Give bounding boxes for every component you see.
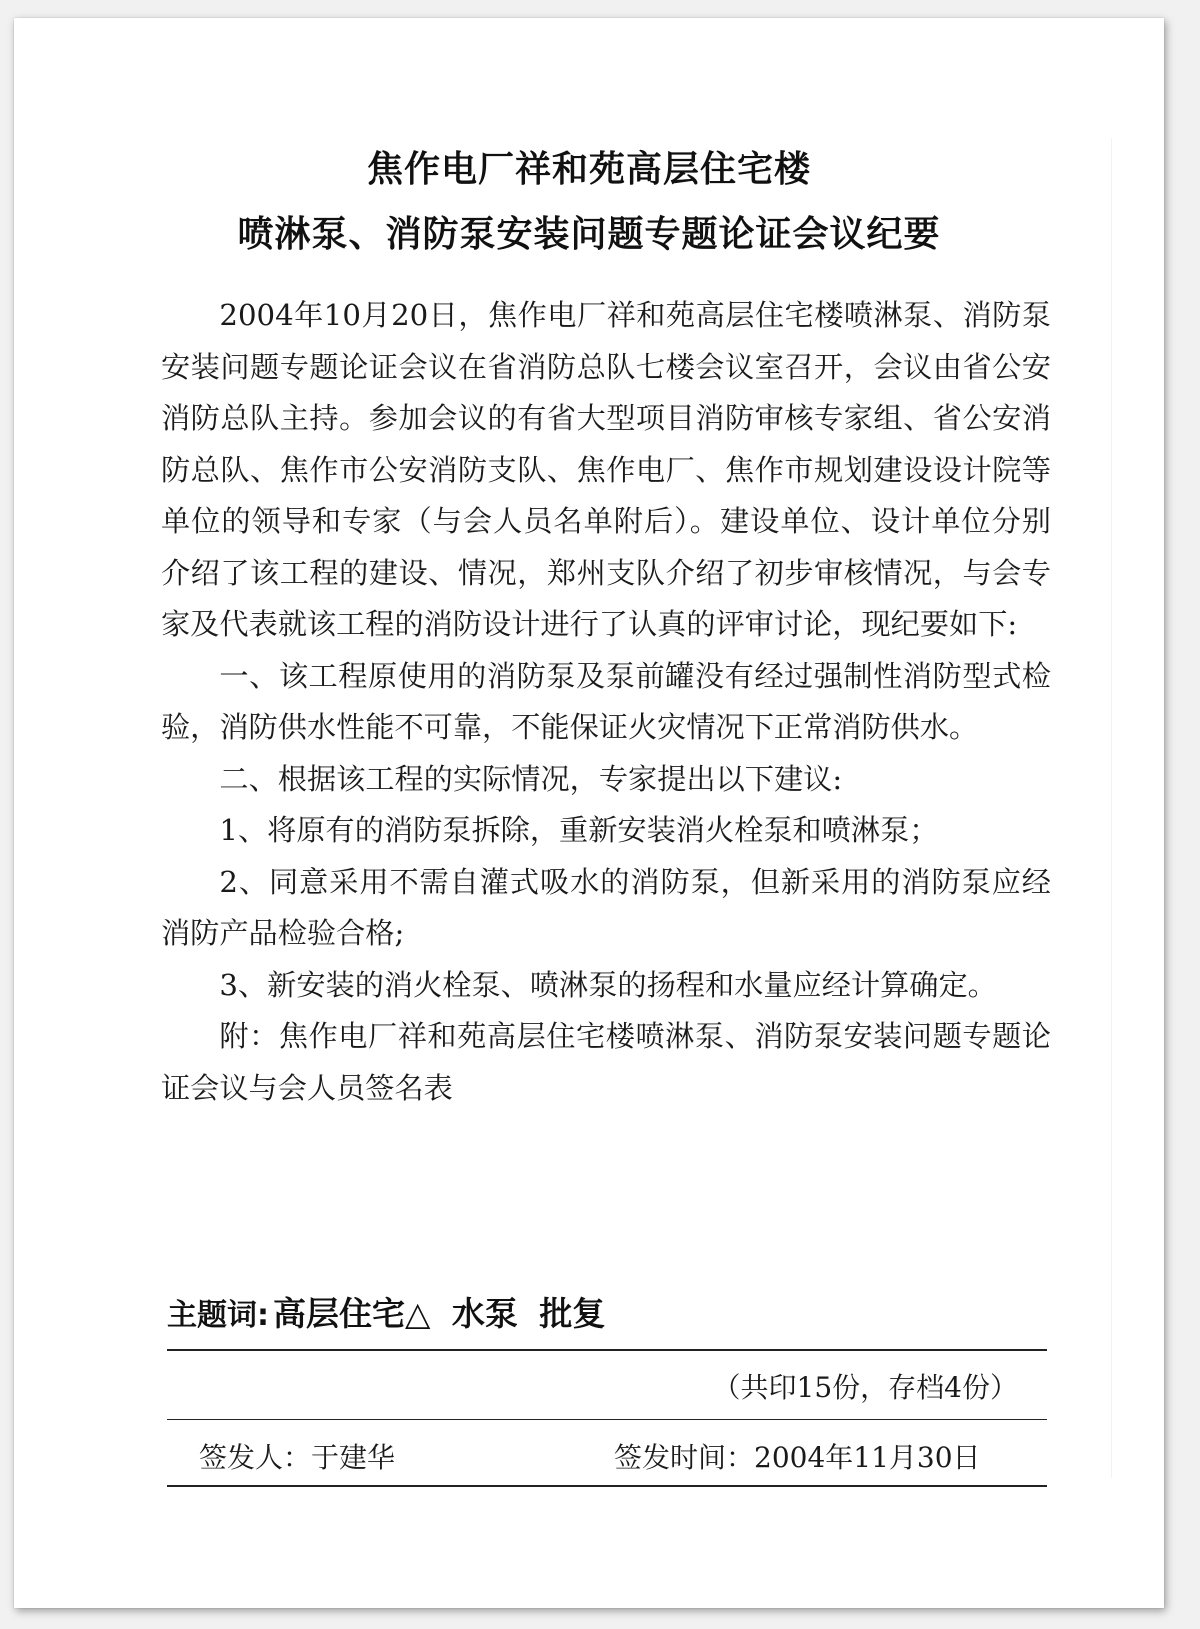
document-page [14, 18, 1164, 1608]
body-paragraph: 1、将原有的消防泵拆除，重新安装消火栓泵和喷淋泵； [219, 813, 939, 847]
subject-keywords [167, 1288, 605, 1335]
print-count: （共印15份，存档4份） [712, 1371, 1018, 1404]
attachment-note: 附：焦作电厂祥和苑高层住宅楼喷淋泵、消防泵安装问题专题论证会议与会人员签名表 [161, 1019, 1051, 1105]
divider-line [167, 1485, 1047, 1487]
signer: 签发人：于建华 [199, 1441, 396, 1474]
body-paragraph: 2、同意采用不需自灌式吸水的消防泵，但新采用的消防泵应经消防产品检验合格; [161, 864, 1051, 950]
keywords-value: 高层住宅△ 水泵 批复 [273, 1294, 606, 1333]
document-title-line-1: 焦作电厂祥和苑高层住宅楼 [366, 149, 811, 190]
issue-date: 签发时间：2004年11月30日 [614, 1441, 981, 1474]
document-body [161, 290, 1051, 1114]
divider-line [167, 1349, 1047, 1351]
document-title-line-2: 喷淋泵、消防泵安装问题专题论证会议纪要 [237, 214, 941, 255]
body-paragraph: 一、该工程原使用的消防泵及泵前罐没有经过强制性消防型式检验，消防供水性能不可靠，不能保证火灾情况下正常消防供水。 [161, 658, 1051, 744]
keywords-label: 主题词: [167, 1298, 269, 1333]
divider-line [167, 1419, 1047, 1420]
body-paragraph: 3、新安装的消火栓泵、喷淋泵的扬程和水量应经计算确定。 [219, 967, 997, 1002]
body-paragraph: 二、根据该工程的实际情况，专家提出以下建议: [219, 761, 843, 796]
body-paragraph: 2004年10月20日，焦作电厂祥和苑高层住宅楼喷淋泵、消防泵安装问题专题论证会议在省消防总队七楼会议室召开，会议由省公安消防总队主持。参加会议的有省大型项目消防审核专家组、省公安消防总队、焦作市公安消防支队、焦作电厂、焦作市规划建设设计院等单位的领导和专家（与会人员名单附后）。建设单位、设计单位分别介绍了该工程的建设、情况，郑州支队介绍了初步审核情况，与会专家及代表就该工程的消防设计进行了认真的评审讨论，现纪要如下: [161, 298, 1051, 641]
